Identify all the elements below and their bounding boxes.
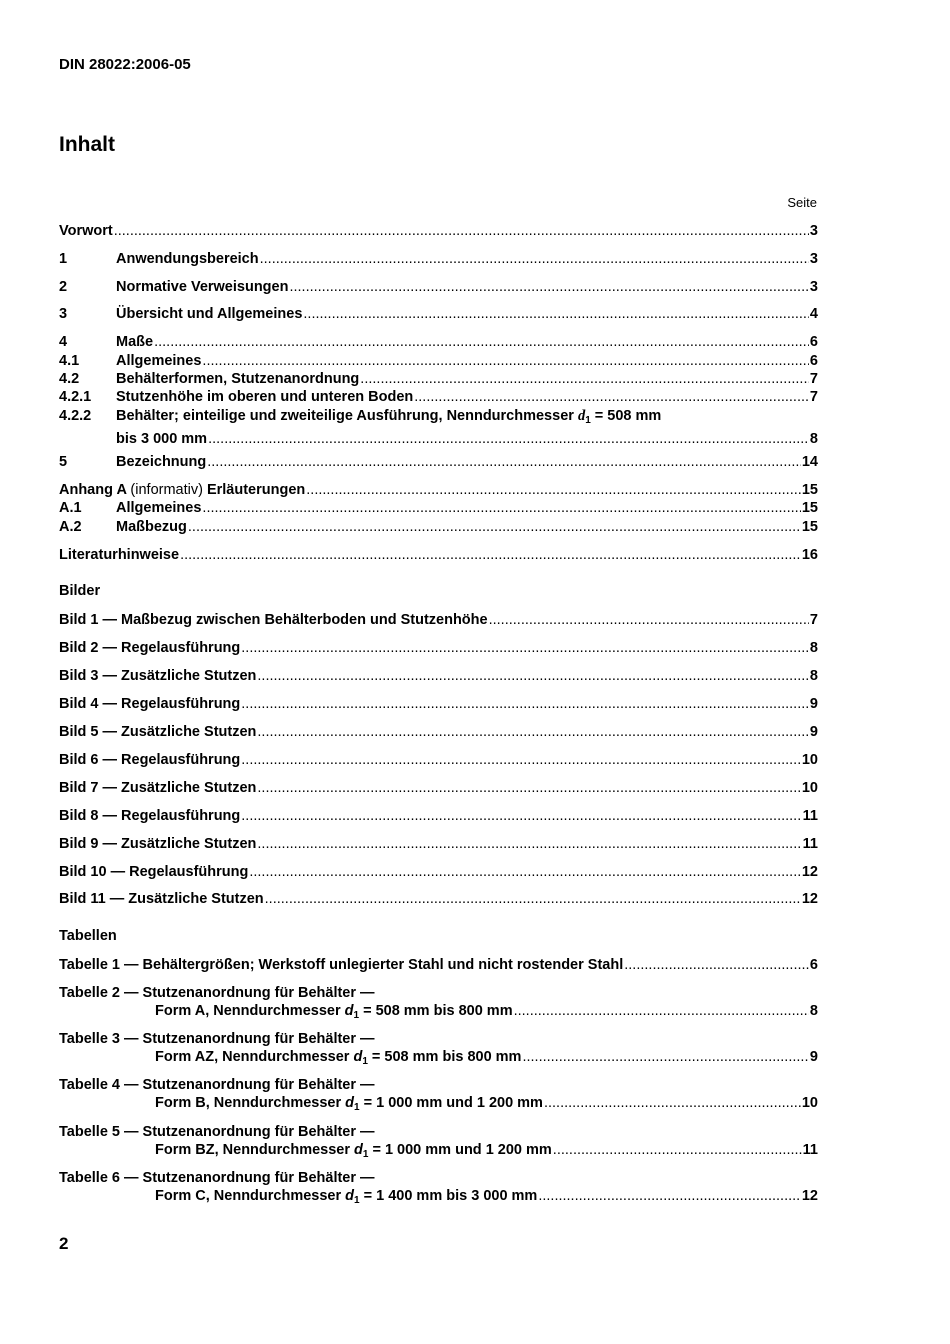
toc-text: Behälter; einteilige und zweiteilige Ausführung, Nenndurchmesser $d_1 = 508$ mm [116, 408, 662, 426]
toc-page: 6 [809, 353, 818, 369]
toc-entry[interactable] [59, 352, 818, 370]
figure-page: 11 [802, 808, 818, 824]
table-text-continued: Form A, Nenndurchmesser $d_1 = 508$ mm bis 800 mm [155, 1003, 513, 1021]
page-number: 2 [59, 1234, 69, 1253]
table-text: Tabelle 2 — Stutzenanordnung für Behälter — [59, 985, 375, 1001]
figure-page: 12 [801, 891, 818, 907]
toc-text: Allgemeines [116, 353, 202, 369]
toc-page: 3 [809, 223, 818, 239]
toc-page: 14 [801, 454, 818, 470]
toc-page: 3 [809, 279, 818, 295]
toc-text: Allgemeines [116, 500, 202, 516]
figure-entry[interactable] [59, 639, 818, 657]
table-text: Tabelle 5 — Stutzenanordnung für Behälter — [59, 1124, 375, 1140]
toc-page: 15 [801, 500, 818, 516]
toc-num: 4.1 [59, 353, 80, 369]
figure-page: 9 [809, 696, 818, 712]
toc-text-continued: bis 3 000 mm [116, 431, 208, 447]
table-entry[interactable] [59, 1123, 818, 1164]
table-page: 11 [802, 1142, 818, 1158]
toc-entry[interactable] [59, 388, 818, 406]
toc-page: 6 [809, 334, 818, 350]
figure-page: 10 [801, 752, 818, 768]
toc-text: Übersicht und Allgemeines [116, 306, 303, 322]
toc-entry[interactable] [59, 333, 818, 351]
figure-text: Bild 1 — Maßbezug zwischen Behälterboden und Stutzenhöhe [59, 612, 488, 628]
toc-text: Maßbezug [116, 519, 187, 535]
toc-entry[interactable] [59, 222, 818, 240]
toc-num: 1 [59, 251, 68, 267]
table-entry[interactable] [59, 1169, 818, 1210]
toc-text: Normative Verweisungen [116, 279, 289, 295]
table-entry[interactable] [59, 1030, 818, 1071]
figure-text: Bild 3 — Zusätzliche Stutzen [59, 668, 257, 684]
figure-entry[interactable] [59, 695, 818, 713]
toc-num: A.2 [59, 519, 82, 535]
toc-page: 15 [801, 519, 818, 535]
figure-entry[interactable] [59, 890, 818, 908]
toc-text: Stutzenhöhe im oberen und unteren Boden [116, 389, 414, 405]
table-page: 10 [801, 1095, 818, 1111]
seite-label: Seite [787, 195, 817, 210]
table-text-continued: Form B, Nenndurchmesser $d_1 = 1$ 000 mm und 1 200 mm [155, 1095, 543, 1113]
table-entry[interactable] [59, 984, 818, 1025]
figure-text: Bild 9 — Zusätzliche Stutzen [59, 836, 257, 852]
table-entry[interactable] [59, 956, 818, 974]
table-page: 9 [809, 1049, 818, 1065]
toc-num: 4.2 [59, 371, 80, 387]
table-page: 12 [801, 1188, 818, 1204]
toc-text: Behälterformen, Stutzenanordnung [116, 371, 360, 387]
bilder-heading: Bilder [59, 583, 101, 599]
figure-entry[interactable] [59, 723, 818, 741]
table-text: Tabelle 4 — Stutzenanordnung für Behälter — [59, 1077, 375, 1093]
toc-entry[interactable] [59, 305, 818, 323]
toc-text: Vorwort [59, 223, 113, 239]
figure-entry[interactable] [59, 835, 818, 853]
toc-entry[interactable] [59, 546, 818, 564]
figure-page: 12 [801, 864, 818, 880]
toc-page: 15 [801, 482, 818, 498]
toc-text: Literaturhinweise [59, 547, 180, 563]
toc-page: 7 [809, 389, 818, 405]
toc-entry[interactable] [59, 370, 818, 388]
toc-text: Maße [116, 334, 154, 350]
toc-entry[interactable] [59, 250, 818, 268]
table-entry[interactable] [59, 1076, 818, 1117]
figure-text: Bild 4 — Regelausführung [59, 696, 241, 712]
toc-num: 4.2.1 [59, 389, 92, 405]
figure-text: Bild 11 — Zusätzliche Stutzen [59, 891, 264, 907]
figure-page: 7 [809, 612, 818, 628]
figure-text: Bild 10 — Regelausführung [59, 864, 249, 880]
toc-entry[interactable] [59, 453, 818, 471]
toc-entry[interactable] [59, 499, 818, 517]
figure-text: Bild 5 — Zusätzliche Stutzen [59, 724, 257, 740]
table-text: Tabelle 6 — Stutzenanordnung für Behälter — [59, 1170, 375, 1186]
document-id: DIN 28022:2006-05 [59, 56, 191, 73]
toc-page: 3 [809, 251, 818, 267]
toc-page: 16 [801, 547, 818, 563]
toc-text: Anwendungsbereich [116, 251, 259, 267]
table-text: Tabelle 1 — Behältergrößen; Werkstoff unlegierter Stahl und nicht rostender Stahl [59, 957, 624, 973]
toc-text: Erläuterungen [206, 482, 306, 498]
figure-entry[interactable] [59, 807, 818, 825]
toc-num: 2 [59, 279, 68, 295]
figure-text: Bild 8 — Regelausführung [59, 808, 241, 824]
figure-page: 9 [809, 724, 818, 740]
figure-page: 8 [809, 668, 818, 684]
page-title: Inhalt [59, 133, 115, 156]
toc-entry[interactable] [59, 481, 818, 499]
figure-entry[interactable] [59, 611, 818, 629]
toc-entry[interactable] [59, 407, 818, 448]
figure-text: Bild 7 — Zusätzliche Stutzen [59, 780, 257, 796]
toc-num: Anhang A (informativ) [59, 482, 203, 498]
table-text-continued: Form AZ, Nenndurchmesser $d_1 = 508$ mm bis 800 mm [155, 1049, 522, 1067]
table-text-continued: Form BZ, Nenndurchmesser $d_1 = 1$ 000 mm und 1 200 mm [155, 1142, 552, 1160]
tabellen-heading: Tabellen [59, 928, 117, 944]
toc-entry[interactable] [59, 278, 818, 296]
figure-text: Bild 6 — Regelausführung [59, 752, 241, 768]
toc-text: Bezeichnung [116, 454, 207, 470]
toc-entry[interactable] [59, 518, 818, 536]
table-page: 8 [809, 1003, 818, 1019]
figure-page: 8 [809, 640, 818, 656]
toc-page: 7 [809, 371, 818, 387]
table-text-continued: Form C, Nenndurchmesser $d_1 = 1$ 400 mm bis 3 000 mm [155, 1188, 538, 1206]
figure-page: 10 [801, 780, 818, 796]
figure-entry[interactable] [59, 863, 818, 881]
toc-num: 4.2.2 [59, 408, 92, 424]
toc-num: 5 [59, 454, 68, 470]
table-page: 6 [809, 957, 818, 973]
toc-num: 4 [59, 334, 68, 350]
table-text: Tabelle 3 — Stutzenanordnung für Behälter — [59, 1031, 375, 1047]
toc-num: 3 [59, 306, 68, 322]
figure-text: Bild 2 — Regelausführung [59, 640, 241, 656]
figure-entry[interactable] [59, 751, 818, 769]
toc-page: 8 [809, 431, 818, 447]
figure-page: 11 [802, 836, 818, 852]
toc-num: A.1 [59, 500, 82, 516]
figure-entry[interactable] [59, 667, 818, 685]
figure-entry[interactable] [59, 779, 818, 797]
toc-page: 4 [809, 306, 818, 322]
